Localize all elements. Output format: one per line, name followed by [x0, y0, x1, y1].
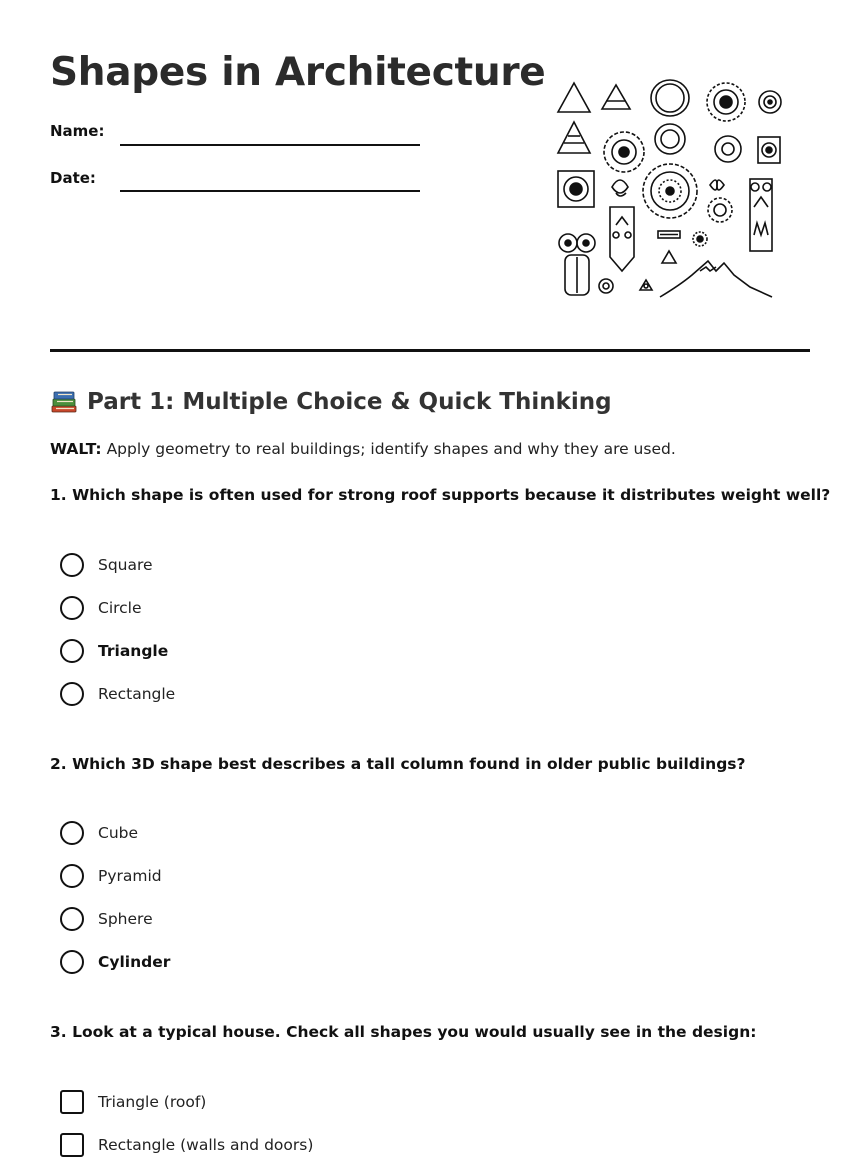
q3-option-rectangle-walls[interactable] — [60, 1132, 313, 1158]
option-label: Triangle — [98, 642, 169, 660]
q1-option-square[interactable] — [60, 552, 153, 578]
tribal-shapes-illustration — [550, 75, 790, 310]
radio-button[interactable] — [60, 553, 84, 577]
question-2: 2. Which 3D shape best describes a tall column found in older public buildings? — [50, 755, 746, 773]
name-label: Name: — [50, 122, 105, 140]
checkbox[interactable] — [60, 1090, 84, 1114]
option-label: Triangle (roof) — [98, 1093, 207, 1111]
option-label: Cylinder — [98, 953, 171, 971]
option-label: Circle — [98, 599, 142, 617]
section-divider — [50, 349, 810, 352]
date-field[interactable] — [120, 190, 420, 192]
walt-statement — [50, 440, 676, 458]
checkbox[interactable] — [60, 1133, 84, 1157]
option-label: Sphere — [98, 910, 153, 928]
page-title: Shapes in Architecture — [50, 50, 546, 95]
q2-option-sphere[interactable] — [60, 906, 153, 932]
radio-button[interactable] — [60, 821, 84, 845]
radio-button[interactable] — [60, 639, 84, 663]
name-field[interactable] — [120, 144, 420, 146]
radio-button[interactable] — [60, 907, 84, 931]
option-label: Rectangle (walls and doors) — [98, 1136, 314, 1154]
part1-heading — [50, 388, 612, 416]
books-icon — [50, 388, 78, 416]
q1-option-rectangle[interactable] — [60, 681, 175, 707]
q2-option-cube[interactable] — [60, 820, 138, 846]
radio-button[interactable] — [60, 682, 84, 706]
q1-option-circle[interactable] — [60, 595, 142, 621]
radio-button[interactable] — [60, 596, 84, 620]
option-label: Square — [98, 556, 153, 574]
part1-title: Part 1: Multiple Choice & Quick Thinking — [87, 389, 612, 415]
question-1: 1. Which shape is often used for strong roof supports because it distributes weight well? — [50, 486, 831, 504]
date-label: Date: — [50, 169, 96, 187]
q2-option-pyramid[interactable] — [60, 863, 162, 889]
option-label: Rectangle — [98, 685, 176, 703]
question-3: 3. Look at a typical house. Check all shapes you would usually see in the design: — [50, 1023, 757, 1041]
option-label: Cube — [98, 824, 139, 842]
q1-option-triangle[interactable] — [60, 638, 168, 664]
radio-button[interactable] — [60, 950, 84, 974]
q3-option-triangle-roof[interactable] — [60, 1089, 206, 1115]
walt-text: Apply geometry to real buildings; identify shapes and why they are used. — [101, 440, 676, 458]
walt-label: WALT: — [50, 440, 102, 458]
option-label: Pyramid — [98, 867, 162, 885]
q2-option-cylinder[interactable] — [60, 949, 170, 975]
radio-button[interactable] — [60, 864, 84, 888]
